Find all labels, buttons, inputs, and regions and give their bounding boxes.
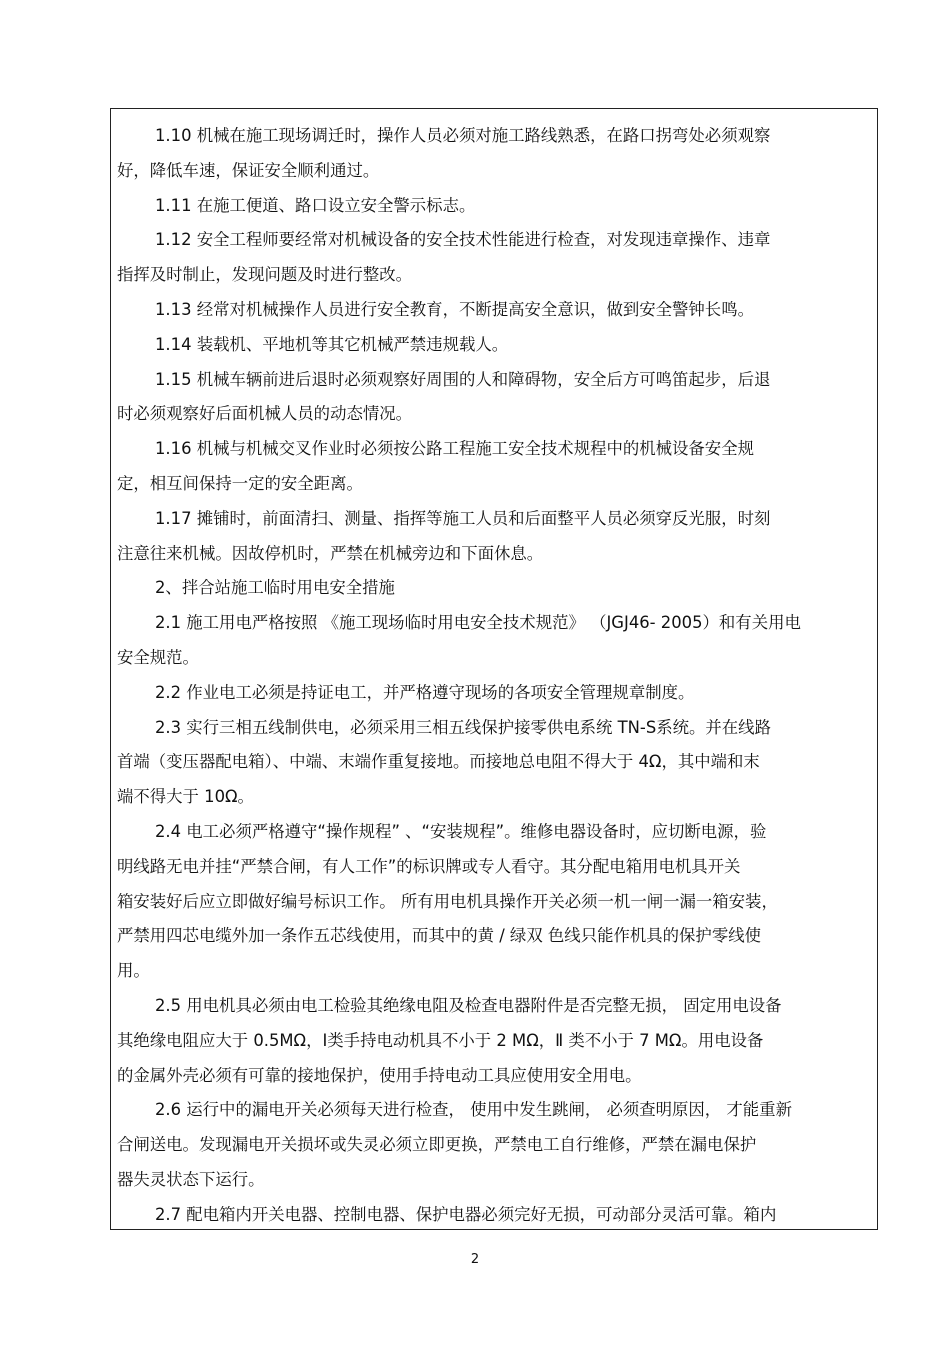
text-line-2-3-a: 2.3 实行三相五线制供电，必须采用三相五线保护接零供电系统 TN-S系统。并在线路	[155, 717, 771, 737]
text-line-1-17-b: 注意往来机械。因故停机时，严禁在机械旁边和下面休息。	[117, 543, 544, 563]
text-line-1-12-a: 1.12 安全工程师要经常对机械设备的安全技术性能进行检查，对发现违章操作、违章	[155, 230, 771, 250]
text-line-1-15-a: 1.15 机械车辆前进后退时必须观察好周围的人和障碍物，安全后方可鸣笛起步，后退	[155, 369, 771, 389]
text-line-2-6-c: 器失灵状态下运行。	[117, 1169, 265, 1189]
text-line-1-16-b: 定，相互间保持一定的安全距离。	[117, 473, 363, 493]
text-line-2-4-d: 严禁用四芯电缆外加一条作五芯线使用，而其中的黄 / 绿双 色线只能作机具的保护零线使	[117, 926, 761, 946]
text-line-1-11: 1.11 在施工便道、路口设立安全警示标志。	[155, 195, 476, 215]
text-line-2-4-e: 用。	[117, 961, 150, 981]
text-line-2-4-a: 2.4 电工必须严格遵守“操作规程” 、“安装规程”。维修电器设备时，应切断电源，验	[155, 821, 767, 841]
text-line-1-12-b: 指挥及时制止，发现问题及时进行整改。	[117, 265, 413, 285]
text-line-2-4-b: 明线路无电并挂“严禁合闸，有人工作”的标识牌或专人看守。其分配电箱用电机具开关	[117, 856, 741, 876]
text-line-1-10-b: 好，降低车速，保证安全顺利通过。	[117, 160, 380, 180]
text-line-2-1-a: 2.1 施工用电严格按照 《施工现场临时用电安全技术规范》 （JGJ46- 2005）和有关用电	[155, 613, 801, 633]
page-number: 2	[470, 1252, 480, 1267]
text-line-1-15-b: 时必须观察好后面机械人员的动态情况。	[117, 404, 413, 424]
text-line-2-1-b: 安全规范。	[117, 647, 199, 667]
text-line-1-17-a: 1.17 摊铺时，前面清扫、测量、指挥等施工人员和后面整平人员必须穿反光服，时刻	[155, 508, 771, 528]
text-line-1-10-a: 1.10 机械在施工现场调迁时，操作人员必须对施工路线熟悉，在路口拐弯处必须观察	[155, 126, 771, 145]
text-line-1-16-a: 1.16 机械与机械交叉作业时必须按公路工程施工安全技术规程中的机械设备安全规	[155, 439, 754, 459]
text-line-2-4-c: 箱安装好后应立即做好编号标识工作。 所有用电机具操作开关必须一机一闸一漏一箱安装，	[117, 891, 778, 911]
text-line-1-14: 1.14 装载机、平地机等其它机械严禁违规载人。	[155, 334, 509, 354]
text-line-2-6-a: 2.6 运行中的漏电开关必须每天进行检查， 使用中发生跳闸， 必须查明原因， 才能重新	[155, 1100, 792, 1120]
document-frame	[110, 108, 878, 1230]
text-line-2-6-b: 合闸送电。发现漏电开关损坏或失灵必须立即更换，严禁电工自行维修，严禁在漏电保护	[117, 1135, 757, 1155]
document-body	[117, 119, 869, 1230]
text-line-2-7-a: 2.7 配电箱内开关电器、控制电器、保护电器必须完好无损，可动部分灵活可靠。箱内	[155, 1204, 777, 1224]
text-line-2-2: 2.2 作业电工必须是持证电工，并严格遵守现场的各项安全管理规章制度。	[155, 682, 695, 702]
text-line-2-5-a: 2.5 用电机具必须由电工检验其绝缘电阻及检查电器附件是否完整无损， 固定用电设备	[155, 995, 782, 1015]
text-line-2-3-b: 首端（变压器配电箱）、中端、末端作重复接地。而接地总电阻不得大于 4Ω，其中端和末	[117, 752, 760, 772]
text-line-2-3-c: 端不得大于 10Ω。	[117, 787, 254, 807]
text-line-1-13: 1.13 经常对机械操作人员进行安全教育，不断提高安全意识，做到安全警钟长鸣。	[155, 299, 754, 319]
text-line-2-5-b: 其绝缘电阻应大于 0.5MΩ，Ⅰ类手持电动机具不小于 2 MΩ，Ⅱ 类不小于 7 MΩ。用电设备	[117, 1030, 764, 1050]
text-line-2-5-c: 的金属外壳必须有可靠的接地保护，使用手持电动工具应使用安全用电。	[117, 1065, 642, 1085]
text-line-2-head: 2、拌合站施工临时用电安全措施	[155, 578, 395, 598]
